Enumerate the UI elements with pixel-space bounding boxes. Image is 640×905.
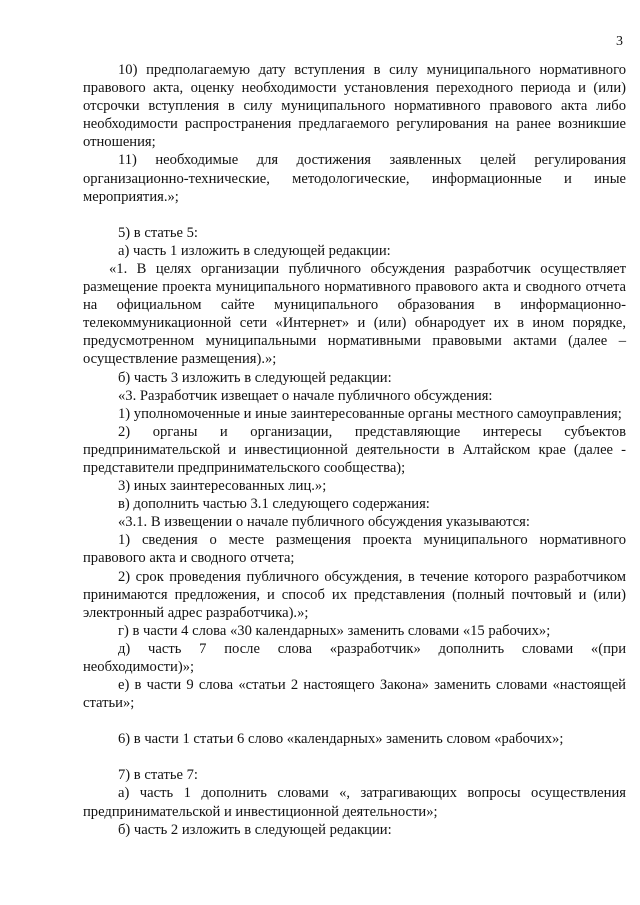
paragraph: «3. Разработчик извещает о начале публичного обсуждения: bbox=[118, 387, 493, 404]
paragraph: д) часть 7 после слова «разработчик» дополнить словами «(при необходимости)»; bbox=[83, 640, 626, 675]
paragraph: 3) иных заинтересованных лиц.»; bbox=[118, 478, 327, 495]
paragraph: б) часть 2 изложить в следующей редакции: bbox=[118, 821, 392, 838]
paragraph: 1) уполномоченные и иные заинтересованные органы местного самоуправления; bbox=[118, 405, 622, 422]
blank-line bbox=[83, 748, 626, 766]
blank-line bbox=[83, 712, 626, 730]
paragraph: 5) в статье 5: bbox=[118, 224, 198, 241]
paragraph: е) в части 9 слова «статьи 2 настоящего Закона» заменить словами «настоящей статьи»; bbox=[83, 677, 626, 712]
blank-line bbox=[83, 206, 626, 224]
paragraph: «1. В целях организации публичного обсуждения разработчик осуществляет размещение проекта муниципального нормативного правового акта и сводного отчета на официальном сайте муниципального образования в информационно-телекоммуникационной сети «Интернет» и (или) обнародует их в ином порядке, предусмотренном муниципальными нормативными правовыми актами (далее – осуществление размещения).»; bbox=[83, 260, 626, 368]
paragraph: 1) сведения о месте размещения проекта муниципального нормативного правового акта и сводного отчета; bbox=[83, 532, 626, 567]
document-body bbox=[83, 61, 626, 839]
paragraph: а) часть 1 изложить в следующей редакции: bbox=[118, 242, 391, 259]
paragraph: 2) органы и организации, представляющие интересы субъектов предпринимательской и инвестиционной деятельности в Алтайском крае (далее - представители предпринимательского сообщества); bbox=[83, 423, 626, 476]
paragraph: б) часть 3 изложить в следующей редакции: bbox=[118, 369, 392, 386]
paragraph: а) часть 1 дополнить словами «, затрагивающих вопросы осуществления предпринимательской и инвестиционной деятельности»; bbox=[83, 785, 626, 820]
paragraph: «3.1. В извещении о начале публичного обсуждения указываются: bbox=[118, 514, 530, 531]
paragraph: 11) необходимые для достижения заявленных целей регулирования организационно-технические, методологические, информационные и иные мероприятия.»; bbox=[83, 152, 626, 205]
paragraph: г) в части 4 слова «30 календарных» заменить словами «15 рабочих»; bbox=[118, 622, 551, 639]
paragraph: в) дополнить частью 3.1 следующего содержания: bbox=[118, 496, 430, 513]
paragraph: 7) в статье 7: bbox=[118, 767, 198, 784]
paragraph: 10) предполагаемую дату вступления в силу муниципального нормативного правового акта, оценку необходимости установления переходного периода и (или) отсрочки вступления в силу муниципального нормативного правового акта либо необходимости распространения предлагаемого регулирования на ранее возникшие отношения; bbox=[83, 62, 626, 151]
paragraph: 2) срок проведения публичного обсуждения, в течение которого разработчиком принимаются предложения, и способ их представления (полный почтовый и (или) электронный адрес разработчика).»; bbox=[83, 568, 626, 621]
paragraph: 6) в части 1 статьи 6 слово «календарных» заменить словом «рабочих»; bbox=[118, 731, 564, 748]
page-number: 3 bbox=[616, 34, 623, 49]
